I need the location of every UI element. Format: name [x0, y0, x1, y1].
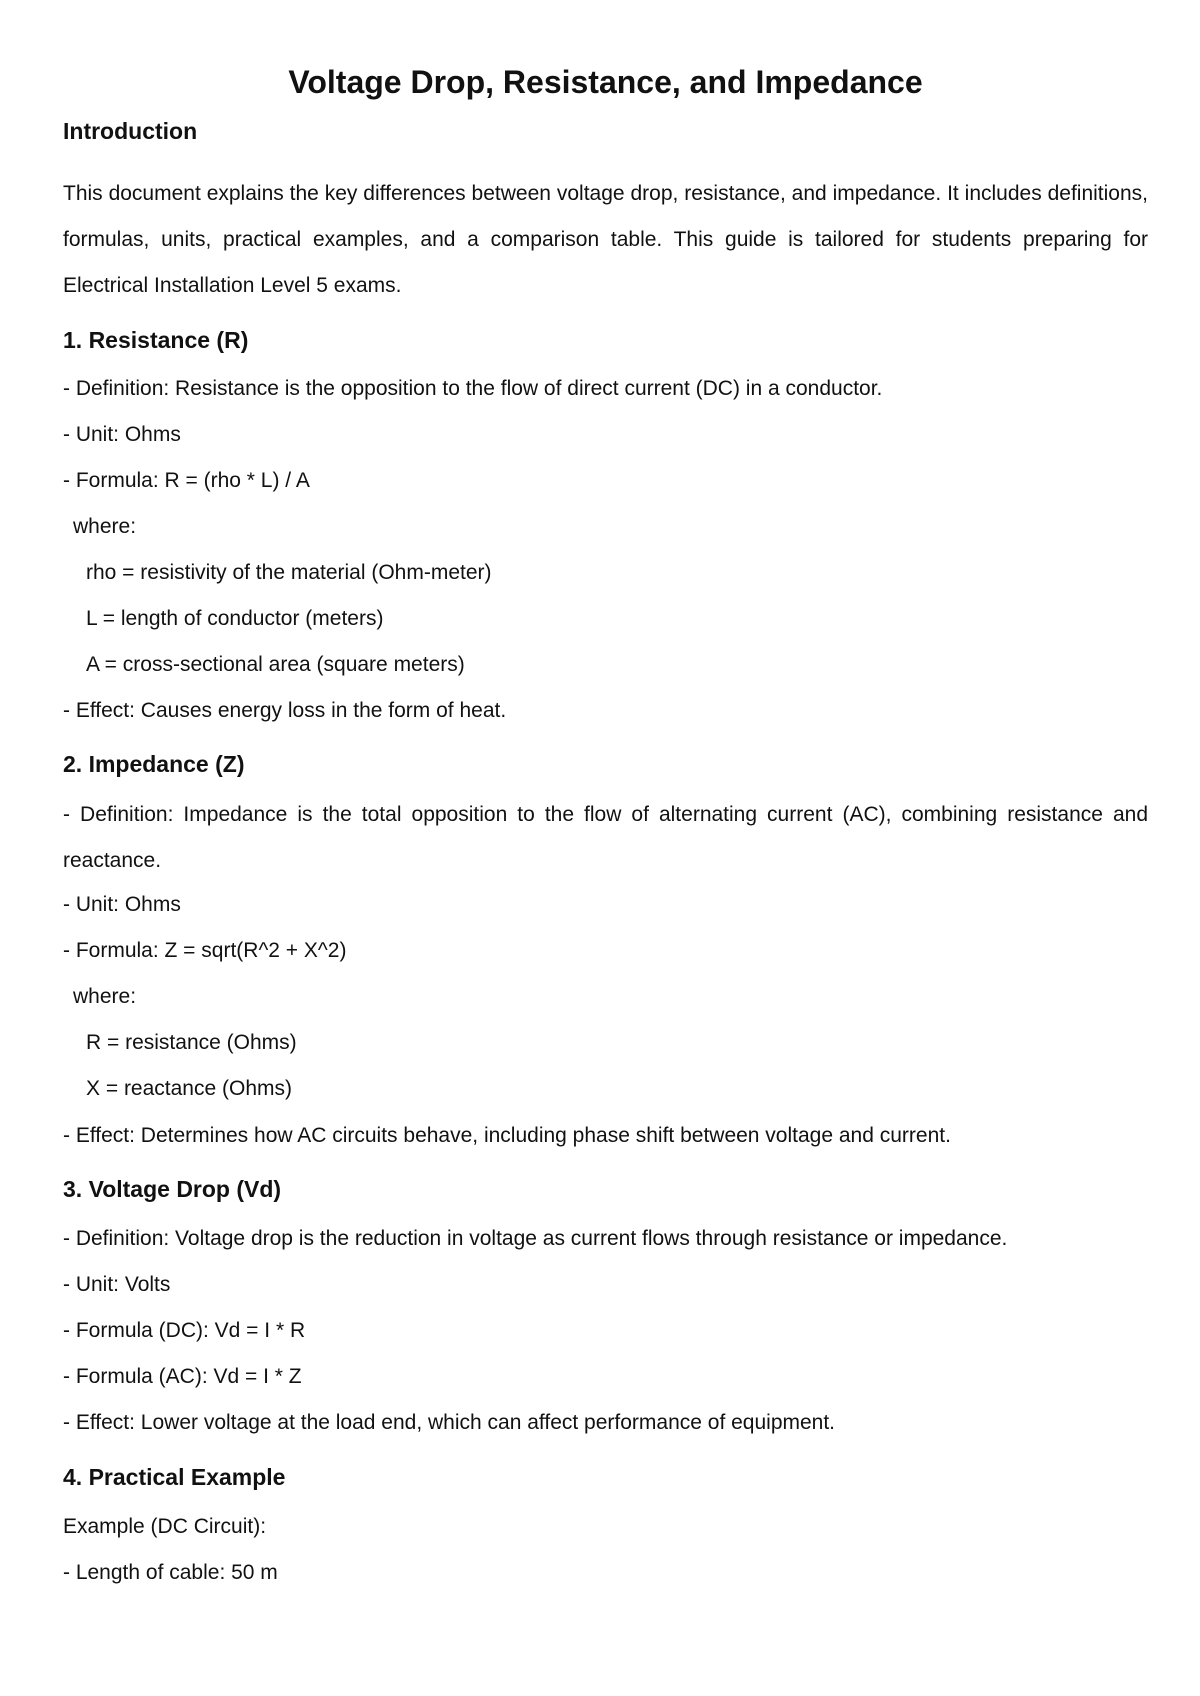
resistance-definition: - Definition: Resistance is the opposition to the flow of direct current (DC) in a conductor.: [63, 377, 883, 400]
resistance-heading: 1. Resistance (R): [63, 327, 249, 353]
resistance-variable-length: L = length of conductor (meters): [86, 607, 384, 630]
document-title: Voltage Drop, Resistance, and Impedance: [288, 64, 923, 100]
voltage-drop-definition: - Definition: Voltage drop is the reduction in voltage as current flows through resistance or impedance.: [63, 1227, 1008, 1250]
example-cable-length: - Length of cable: 50 m: [63, 1561, 278, 1584]
introduction-heading: Introduction: [63, 118, 198, 144]
impedance-heading: 2. Impedance (Z): [63, 751, 245, 777]
voltage-drop-effect: - Effect: Lower voltage at the load end, which can affect performance of equipment.: [63, 1411, 836, 1434]
impedance-effect: - Effect: Determines how AC circuits behave, including phase shift between voltage and current.: [63, 1124, 951, 1147]
voltage-drop-formula-dc: - Formula (DC): Vd = I * R: [63, 1319, 306, 1342]
voltage-drop-formula-ac: - Formula (AC): Vd = I * Z: [63, 1365, 302, 1388]
impedance-unit: - Unit: Ohms: [63, 893, 181, 916]
resistance-formula: - Formula: R = (rho * L) / A: [63, 469, 310, 492]
impedance-variable-reactance: X = reactance (Ohms): [86, 1077, 292, 1100]
voltage-drop-unit: - Unit: Volts: [63, 1273, 171, 1296]
impedance-variable-resistance: R = resistance (Ohms): [86, 1031, 297, 1054]
resistance-effect: - Effect: Causes energy loss in the form of heat.: [63, 699, 507, 722]
resistance-unit: - Unit: Ohms: [63, 423, 181, 446]
resistance-variable-rho: rho = resistivity of the material (Ohm-meter): [86, 561, 492, 584]
resistance-variable-area: A = cross-sectional area (square meters): [86, 653, 465, 676]
example-label: Example (DC Circuit):: [63, 1515, 267, 1538]
impedance-where-label: where:: [73, 985, 137, 1008]
impedance-formula: - Formula: Z = sqrt(R^2 + X^2): [63, 939, 347, 962]
practical-example-heading: 4. Practical Example: [63, 1464, 286, 1490]
introduction-paragraph: This document explains the key differences between voltage drop, resistance, and impedance. It includes definitions, formulas, units, practical examples, and a comparison table. This guide is tailored for students preparing for Electrical Installation Level 5 exams.: [63, 182, 1148, 297]
voltage-drop-heading: 3. Voltage Drop (Vd): [63, 1176, 282, 1202]
impedance-definition: - Definition: Impedance is the total opposition to the flow of alternating current (AC), combining resistance and reactance.: [63, 803, 1148, 872]
resistance-where-label: where:: [73, 515, 137, 538]
